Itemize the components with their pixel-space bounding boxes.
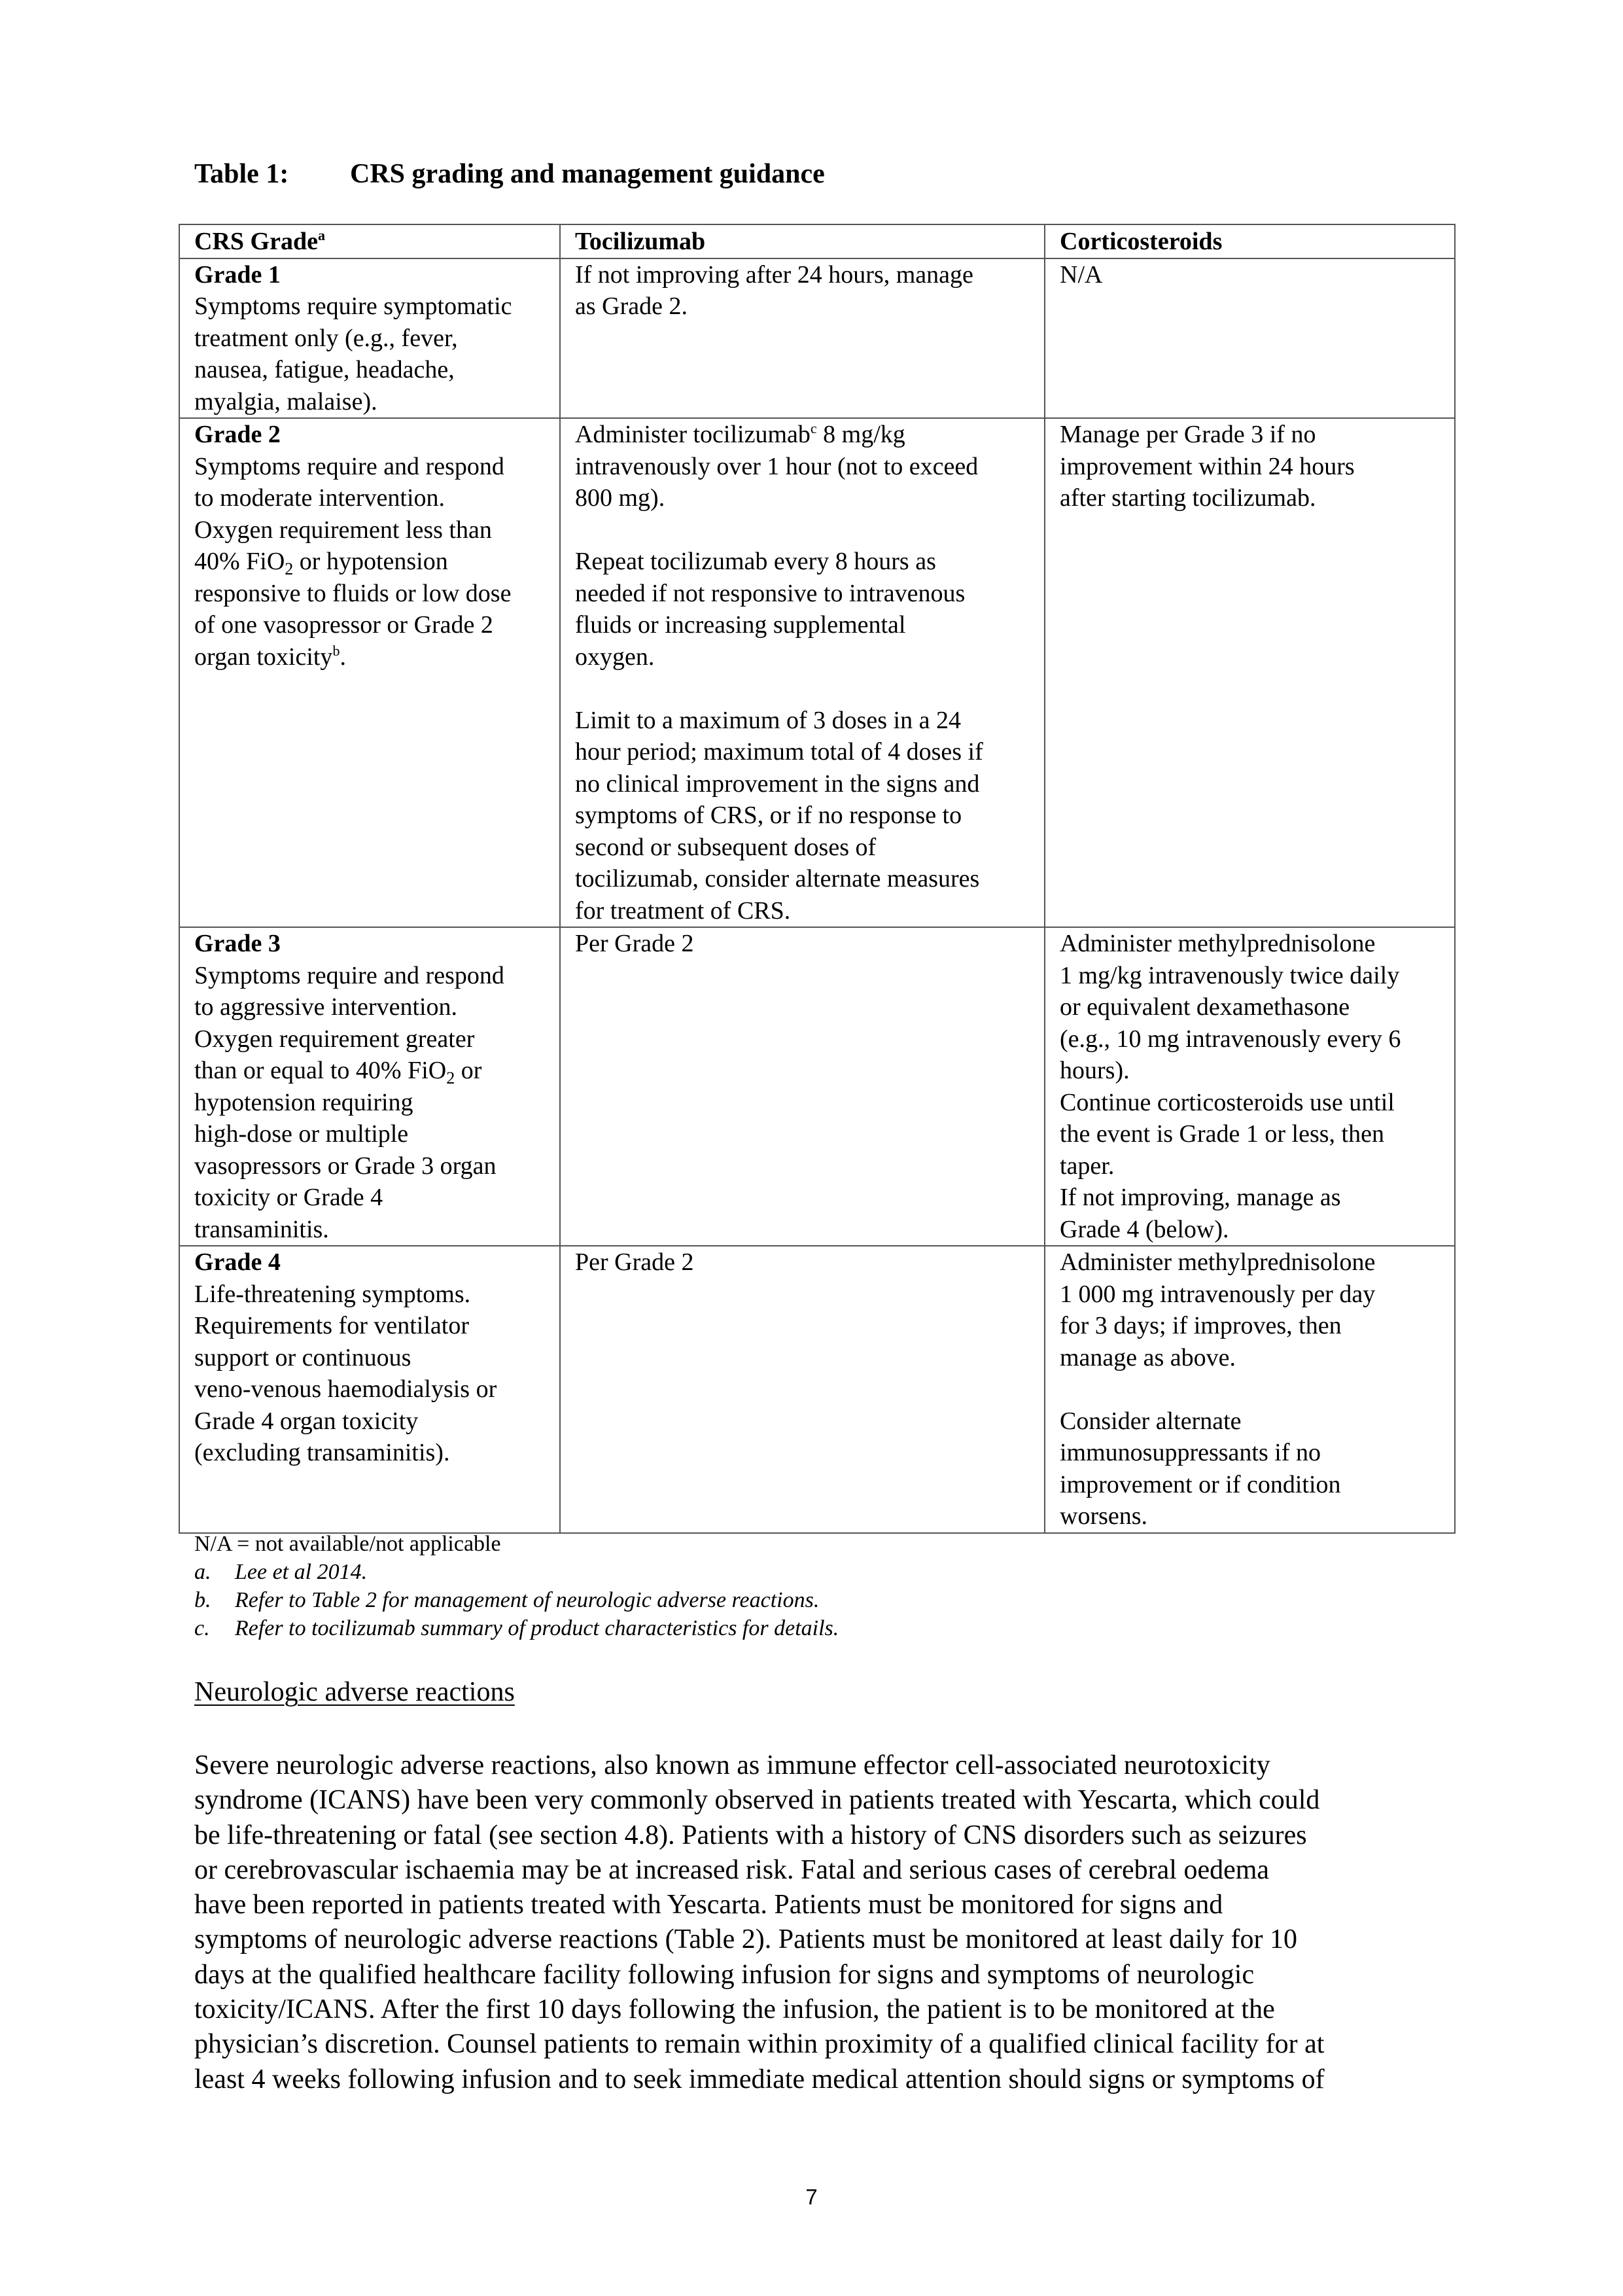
footnote-ref-a: a bbox=[317, 227, 325, 243]
header-tocilizumab: Tocilizumab bbox=[560, 224, 1045, 258]
cell-grade-3-description: Grade 3 Symptoms require and respond to aggressive intervention. Oxygen requirement greater than or equal to 40% FiO$_2$ or hypotension requiring high-dose or multiple vasopressors or Grade 3 organ toxicity or Grade 4 transaminitis. bbox=[179, 927, 560, 1246]
table-title-text: CRS grading and management guidance bbox=[350, 159, 825, 189]
crs-grading-table bbox=[179, 224, 1456, 1534]
table-notes bbox=[194, 1530, 839, 1642]
header-crs-grade: CRS Grade$^a$ bbox=[179, 224, 560, 258]
cell-grade-1-description: Grade 1 Symptoms require symptomatic treatment only (e.g., fever, nausea, fatigue, headache, myalgia, malaise). bbox=[179, 258, 560, 419]
grade-label: Grade 1 bbox=[194, 260, 281, 289]
table-row-grade-2 bbox=[179, 418, 1455, 927]
cell-grade-3-tocilizumab: Per Grade 2 bbox=[560, 927, 1045, 1246]
cell-grade-1-tocilizumab: If not improving after 24 hours, manage as Grade 2. bbox=[560, 258, 1045, 419]
grade-label: Grade 2 bbox=[194, 421, 281, 448]
cell-grade-1-corticosteroids: N/A bbox=[1045, 258, 1455, 419]
cell-grade-2-corticosteroids: Manage per Grade 3 if no improvement within 24 hours after starting tocilizumab. bbox=[1045, 418, 1455, 927]
grade-label: Grade 3 bbox=[194, 930, 281, 957]
section-heading: Neurologic adverse reactions bbox=[194, 1677, 515, 1707]
page-number: 7 bbox=[805, 2185, 818, 2209]
cell-grade-4-tocilizumab: Per Grade 2 bbox=[560, 1246, 1045, 1533]
cell-grade-3-corticosteroids: Administer methylprednisolone 1 mg/kg intravenously twice daily or equivalent dexamethasone (e.g., 10 mg intravenously every 6 hours). Continue corticosteroids use until the event is Grade 1 or less, then taper. If not improving, manage as Grade 4 (below). bbox=[1045, 927, 1455, 1246]
cell-grade-4-corticosteroids: Administer methylprednisolone 1 000 mg intravenously per day for 3 days; if improves, then manage as above. Consider alternate immunosuppressants if no improvement or if condition worsens. bbox=[1045, 1246, 1455, 1533]
table-row-grade-1 bbox=[179, 258, 1455, 419]
table-title bbox=[194, 157, 825, 191]
table-header-row bbox=[179, 224, 1455, 258]
cell-grade-2-tocilizumab: Administer tocilizumab$^c$ 8 mg/kg intravenously over 1 hour (not to exceed 800 mg). Repeat tocilizumab every 8 hours as needed if not responsive to intravenous fluids or increasing supplemental oxygen. Limit to a maximum of 3 doses in a 24 hour period; maximum total of 4 doses if no clinical improvement in the signs and symptoms of CRS, or if no response to second or subsequent doses of tocilizumab, consider alternate measures for treatment of CRS. bbox=[560, 418, 1045, 927]
footnote-ref-b: b bbox=[332, 642, 340, 659]
grade-label: Grade 4 bbox=[194, 1248, 281, 1276]
footnote-b: b. Refer to Table 2 for management of neurologic adverse reactions. bbox=[194, 1588, 820, 1612]
table-row-grade-4 bbox=[179, 1246, 1455, 1533]
table-number: Table 1: bbox=[194, 159, 289, 189]
cell-grade-2-description: Grade 2 Symptoms require and respond to moderate intervention. Oxygen requirement less than 40% FiO$_2$ or hypotension responsive to fluids or low dose of one vasopressor or Grade 2 organ toxicity$^b$. bbox=[179, 418, 560, 927]
cell-grade-4-description: Grade 4 Life-threatening symptoms. Requirements for ventilator support or continuous veno-venous haemodialysis or Grade 4 organ toxicity (excluding transaminitis). bbox=[179, 1246, 560, 1533]
footnote-a: a. Lee et al 2014. bbox=[194, 1560, 368, 1584]
abbreviation-note: N/A = not available/not applicable bbox=[194, 1532, 501, 1556]
table-row-grade-3 bbox=[179, 927, 1455, 1246]
footnote-ref-c: c bbox=[810, 420, 817, 436]
body-paragraph: Severe neurologic adverse reactions, also known as immune effector cell-associated neurotoxicity syndrome (ICANS) have been very commonly observed in patients treated with Yescarta, which could be life-threatening or fatal (see section 4.8). Patients with a history of CNS disorders such as seizures or cerebrovascular ischaemia may be at increased risk. Fatal and serious cases of cerebral oedema have been reported in patients treated with Yescarta. Patients must be monitored for signs and symptoms of neurologic adverse reactions (Table 2). Patients must be monitored at least daily for 10 days at the qualified healthcare facility following infusion for signs and symptoms of neurologic toxicity/ICANS. After the first 10 days following the infusion, the patient is to be monitored at the physician’s discretion. Counsel patients to remain within proximity of a qualified clinical facility for at least 4 weeks following infusion and to seek immediate medical attention should signs or symptoms of bbox=[194, 1750, 1325, 2094]
footnote-c: c. Refer to tocilizumab summary of product characteristics for details. bbox=[194, 1616, 839, 1640]
header-corticosteroids: Corticosteroids bbox=[1045, 224, 1455, 258]
